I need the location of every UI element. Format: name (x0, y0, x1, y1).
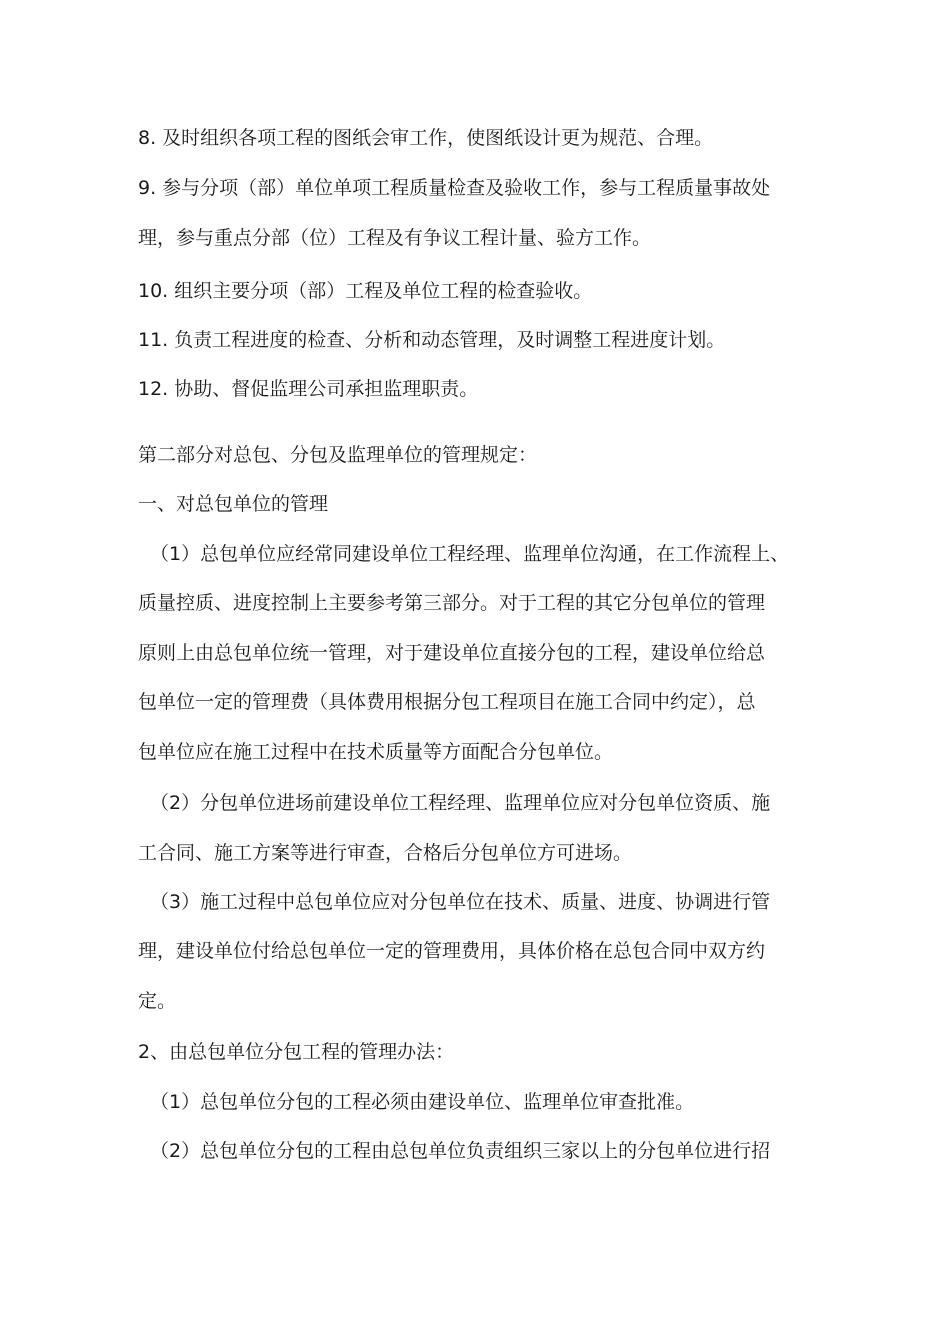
para-1-line-5: 包单位应在施工过程中在技术质量等方面配合分包单位。 (138, 741, 614, 763)
para-5-line-1: （2）总包单位分包的工程由总包单位负责组织三家以上的分包单位进行招 (150, 1140, 771, 1162)
para-1-line-4: 包单位一定的管理费（具体费用根据分包工程项目在施工合同中约定），总 (138, 691, 756, 713)
para-1-line-1: （1）总包单位应经常同建设单位工程经理、监理单位沟通，在工作流程上、 (150, 543, 790, 565)
para-4: （1）总包单位分包的工程必须由建设单位、监理单位审查批准。 (150, 1091, 695, 1113)
item-9-line-1: 9. 参与分项（部）单位单项工程质量检查及验收工作，参与工程质量事故处 (138, 177, 771, 199)
item-12: 12. 协助、督促监理公司承担监理职责。 (138, 378, 479, 400)
subsection-heading-1: 一、对总包单位的管理 (138, 493, 329, 515)
item-10: 10. 组织主要分项（部）工程及单位工程的检查验收。 (138, 280, 593, 302)
para-2-line-2: 工合同、施工方案等进行审查，合格后分包单位方可进场。 (138, 842, 633, 864)
item-8: 8. 及时组织各项工程的图纸会审工作，使图纸设计更为规范、合理。 (138, 127, 714, 149)
section-heading: 第二部分对总包、分包及监理单位的管理规定： (138, 444, 538, 466)
para-3-line-1: （3）施工过程中总包单位应对分包单位在技术、质量、进度、协调进行管 (150, 891, 771, 913)
para-1-line-2: 质量控质、进度控制上主要参考第三部分。对于工程的其它分包单位的管理 (138, 592, 766, 614)
para-3-line-3: 定。 (138, 990, 177, 1012)
subsection-heading-2: 2、由总包单位分包工程的管理办法： (138, 1041, 455, 1063)
para-2-line-1: （2）分包单位进场前建设单位工程经理、监理单位应对分包单位资质、施 (150, 792, 771, 814)
para-1-line-3: 原则上由总包单位统一管理，对于建设单位直接分包的工程，建设单位给总 (138, 642, 766, 664)
item-11: 11. 负责工程进度的检查、分析和动态管理，及时调整工程进度计划。 (138, 329, 726, 351)
item-9-line-2: 理，参与重点分部（位）工程及有争议工程计量、验方工作。 (138, 227, 652, 249)
para-3-line-2: 理，建设单位付给总包单位一定的管理费用，具体价格在总包合同中双方约 (138, 940, 766, 962)
